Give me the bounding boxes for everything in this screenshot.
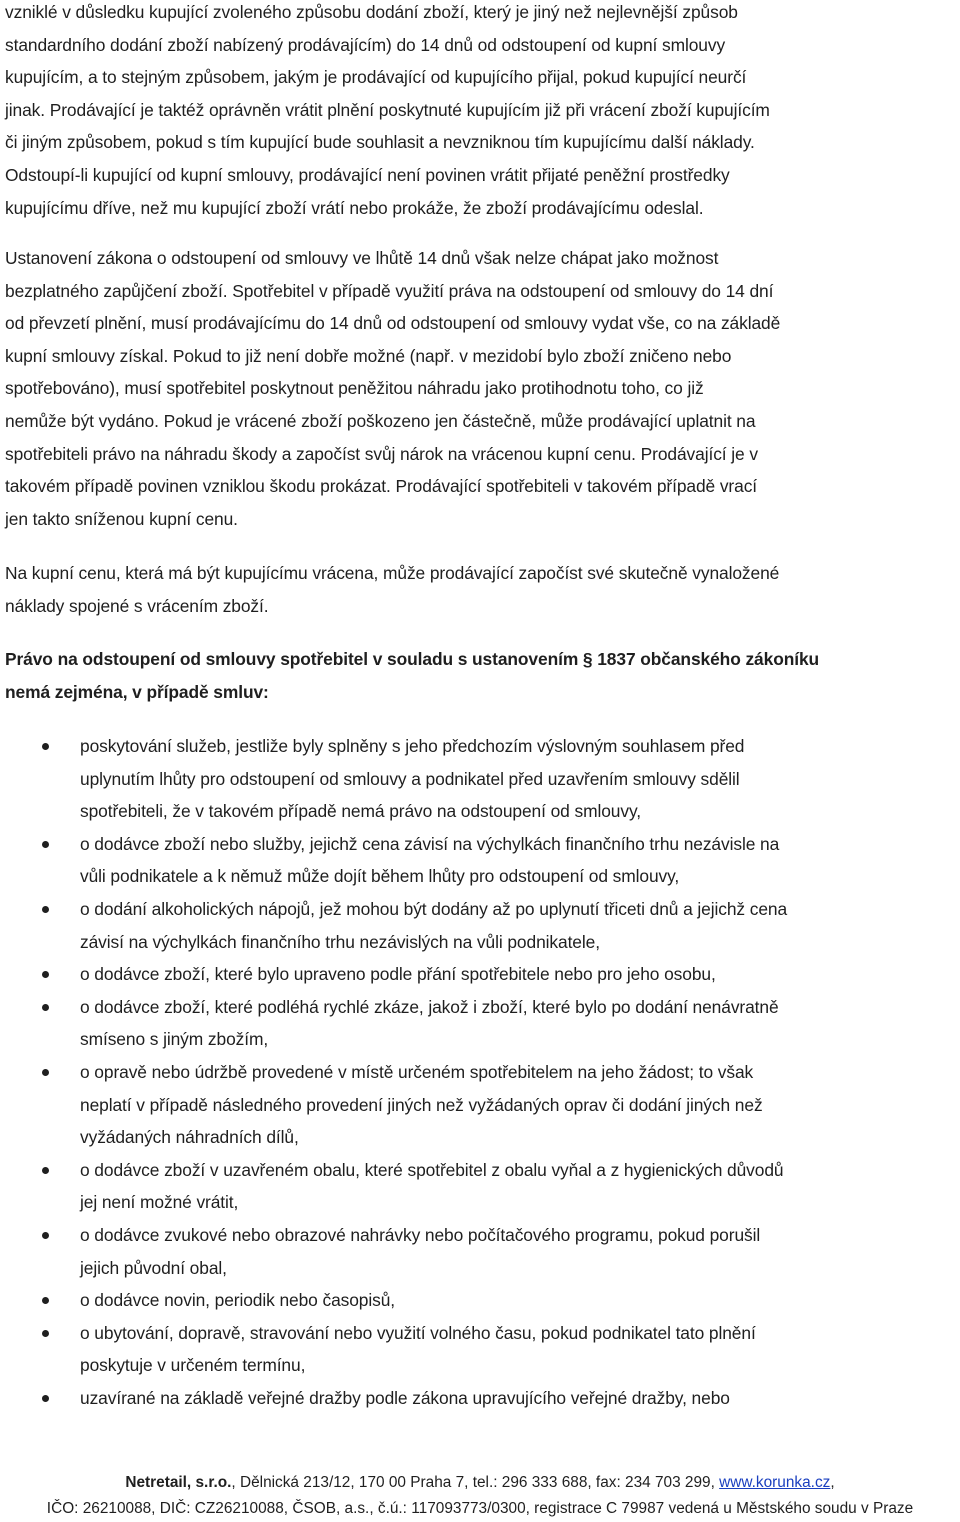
bullet-icon (42, 1167, 49, 1174)
bullet-icon (42, 906, 49, 913)
list-item-line: jejich původní obal, (80, 1257, 227, 1278)
section-heading (5, 643, 819, 708)
paragraph3-line: Na kupní cenu, která má být kupujícímu vrácena, může prodávající započíst své skutečně vynaložené (5, 563, 780, 583)
bullet-icon (42, 743, 49, 750)
bullet-icon (42, 1232, 49, 1239)
footer-line-2: IČO: 26210088, DIČ: CZ26210088, ČSOB, a.s., č.ú.: 117093773/0300, registrace C 79987 vedená u Městského soudu v Praze (46, 1500, 914, 1517)
paragraph-withdrawal-law (5, 242, 780, 535)
list-item (5, 958, 960, 991)
list-item-line: o dodávce zboží, které bylo upraveno podle přání spotřebitele nebo pro jeho osobu, (80, 964, 716, 985)
list-item (5, 1382, 960, 1415)
list-item-line: jej není možné vrátit, (80, 1192, 239, 1213)
list-item (5, 828, 960, 893)
footer-line-1 (0, 1470, 960, 1496)
paragraph2-line: bezplatného zapůjčení zboží. Spotřebitel v případě využití práva na odstoupení od smlouvy do 14 dní (5, 280, 774, 301)
paragraph2-line: od převzetí plnění, musí prodávajícímu do 14 dnů od odstoupení od smlouvy vydat vše, co na základě (5, 313, 781, 334)
footer-website-link[interactable]: www.korunka.cz (719, 1474, 831, 1491)
list-item (5, 991, 960, 1056)
list-item (5, 1219, 960, 1284)
list-item (5, 1284, 960, 1317)
list-item-line: o dodávce zboží, které podléhá rychlé zkáze, jakož i zboží, které bylo po dodání nenávratně (80, 996, 779, 1017)
list-item-line: vůli podnikatele a k němuž může dojít během lhůty pro odstoupení od smlouvy, (80, 866, 680, 887)
footer-address: , Dělnická 213/12, 170 00 Praha 7, tel.: 296 333 688, fax: 234 703 299, (231, 1474, 720, 1491)
paragraph1-line: vzniklé v důsledku kupující zvoleného způsobu dodání zboží, který je jiný než nejlevnější způsob (5, 2, 738, 22)
list-item-line: o opravě nebo údržbě provedené v místě určeném spotřebitelem na jeho žádost; to však (80, 1061, 754, 1082)
heading-line: nemá zejména, v případě smluv: (5, 681, 269, 702)
list-item-line: o ubytování, dopravě, stravování nebo využití volného času, pokud podnikatel tato plnění (80, 1322, 756, 1343)
footer (0, 1470, 960, 1522)
paragraph2-line: spotřebováno), musí spotřebitel poskytnout peněžitou náhradu jako protihodnotu toho, co již (5, 378, 704, 399)
paragraph-return-costs (5, 557, 779, 622)
paragraph1-line: či jiným způsobem, pokud s tím kupující bude souhlasit a nevzniknou tím kupujícímu další náklady. (5, 132, 755, 153)
paragraph3-line: náklady spojené s vrácením zboží. (5, 595, 269, 616)
paragraph1-line: standardního dodání zboží nabízený prodávajícím) do 14 dnů od odstoupení od kupní smlouvy (5, 34, 726, 55)
list-item-line: o dodávce zboží nebo služby, jejichž cena závisí na výchylkách finančního trhu nezávisle na (80, 833, 780, 854)
paragraph2-line: kupní smlouvy získal. Pokud to již není dobře možné (např. v mezidobí bylo zboží zničeno nebo (5, 345, 732, 366)
paragraph2-line: jen takto sníženou kupní cenu. (5, 508, 238, 529)
exceptions-list (5, 730, 960, 1414)
paragraph1-line: kupujícím, a to stejným způsobem, jakým je prodávající od kupujícího přijal, pokud kupující neurčí (5, 67, 747, 88)
list-item-line: poskytuje v určeném termínu, (80, 1355, 306, 1376)
paragraph2-line: Ustanovení zákona o odstoupení od smlouvy ve lhůtě 14 dnů však nelze chápat jako možnost (5, 248, 719, 268)
bullet-icon (42, 971, 49, 978)
list-item-line: o dodávce novin, periodik nebo časopisů, (80, 1290, 396, 1311)
list-item (5, 893, 960, 958)
bullet-icon (42, 1395, 49, 1402)
list-item-line: vyžádaných náhradních dílů, (80, 1127, 299, 1148)
list-item (5, 1154, 960, 1219)
bullet-icon (42, 1330, 49, 1337)
list-item-line: spotřebiteli, že v takovém případě nemá právo na odstoupení od smlouvy, (80, 801, 641, 822)
paragraph-refund-terms (5, 0, 770, 224)
list-item-line: o dodávce zboží v uzavřeném obalu, které spotřebitel z obalu vyňal a z hygienických důvodů (80, 1159, 784, 1180)
footer-company: Netretail, s.r.o. (125, 1474, 232, 1491)
list-item-line: o dodání alkoholických nápojů, jež mohou být dodány až po uplynutí třiceti dnů a jejichž cena (80, 898, 788, 919)
list-item-line: o dodávce zvukové nebo obrazové nahrávky nebo počítačového programu, pokud porušil (80, 1224, 761, 1245)
paragraph1-line: jinak. Prodávající je taktéž oprávněn vrátit plnění poskytnuté kupujícím již při vrácení zboží kupujícím (5, 99, 770, 120)
heading-line: Právo na odstoupení od smlouvy spotřebitel v souladu s ustanovením § 1837 občanského zákoníku (5, 649, 820, 669)
list-item (5, 1317, 960, 1382)
paragraph2-line: nemůže být vydáno. Pokud je vrácené zboží poškozeno jen částečně, může prodávající uplatnit na (5, 410, 756, 431)
list-item-line: smíseno s jiným zbožím, (80, 1029, 269, 1050)
list-item-line: závisí na výchylkách finančního trhu nezávislých na vůli podnikatele, (80, 931, 600, 952)
list-item-line: poskytování služeb, jestliže byly splněny s jeho předchozím výslovným souhlasem před (80, 736, 745, 756)
list-item-line: uplynutím lhůty pro odstoupení od smlouvy a podnikatel před uzavřením smlouvy sdělil (80, 768, 740, 789)
list-item-line: neplatí v případě následného provedení jiných než vyžádaných oprav či dodání jiných než (80, 1094, 763, 1115)
paragraph1-line: Odstoupí-li kupující od kupní smlouvy, prodávající není povinen vrátit přijaté peněžní prostředky (5, 164, 730, 185)
bullet-icon (42, 1069, 49, 1076)
list-item-line: uzavírané na základě veřejné dražby podle zákona upravujícího veřejné dražby, nebo (80, 1387, 730, 1408)
bullet-icon (42, 1297, 49, 1304)
paragraph2-line: spotřebiteli právo na náhradu škody a započíst svůj nárok na vrácenou kupní cenu. Prodávající je v (5, 443, 758, 464)
paragraph1-line: kupujícímu dříve, než mu kupující zboží vrátí nebo prokáže, že zboží prodávajícímu odeslal. (5, 197, 704, 218)
list-item (5, 730, 960, 828)
paragraph2-line: takovém případě povinen vzniklou škodu prokázat. Prodávající spotřebiteli v takovém případě vrací (5, 476, 758, 497)
footer-comma: , (830, 1474, 835, 1491)
bullet-icon (42, 841, 49, 848)
list-item (5, 1056, 960, 1154)
bullet-icon (42, 1004, 49, 1011)
